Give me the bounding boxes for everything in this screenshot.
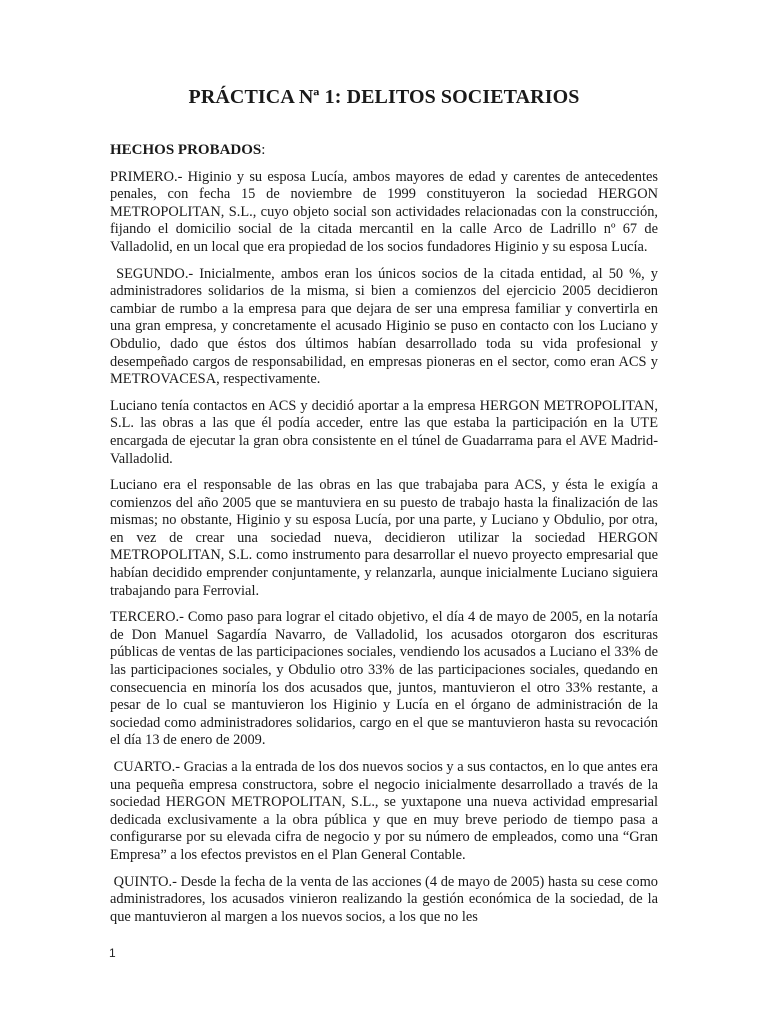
paragraph-quinto: QUINTO.- Desde la fecha de la venta de las acciones (4 de mayo de 2005) hasta su cese como administradores, los acusados vinieron realizando la gestión económica de la sociedad, de la que mantuvieron al margen a los nuevos socios, a los que no les [110,873,662,925]
section-heading [110,142,658,160]
page-number: 1 [109,946,116,960]
paragraph-cuarto: CUARTO.- Gracias a la entrada de los dos nuevos socios y a sus contactos, en lo que antes era una pequeña empresa constructora, sobre el negocio inicialmente desarrollado a través de la sociedad HERGON METROPOLITAN, S.L., se yuxtapone una nueva actividad empresarial dedicada exclusivamente a la obra pública y que en muy breve periodo de tiempo pasa a configurarse por su elevada cifra de negocio y por su número de empleados, como una “Gran Empresa” a los efectos previstos en el Plan General Contable. [110,759,662,863]
paragraph-luciano-acs: Luciano tenía contactos en ACS y decidió aportar a la empresa HERGON METROPOLITAN, S.L. las obras a las que él podía acceder, entre las que estaba la participación en la UTE encargada de ejecutar la gran obra consistente en el túnel de Guadarrama para el AVE Madrid-Valladolid. [110,397,658,467]
paragraph-primero: PRIMERO.- Higinio y su esposa Lucía, ambos mayores de edad y carentes de antecedentes penales, con fecha 15 de noviembre de 1999 constituyeron la sociedad HERGON METROPOLITAN, S.L., cuyo objeto social son actividades relacionadas con la construcción, fijando el domicilio social de la citada mercantil en la calle Arco de Ladrillo nº 67 de Valladolid, en un local que era propiedad de los socios fundadores Higinio y su esposa Lucía. [110,168,658,255]
paragraph-tercero: TERCERO.- Como paso para lograr el citado objetivo, el día 4 de mayo de 2005, en la notaría de Don Manuel Sagardía Navarro, de Valladolid, los acusados otorgaron dos escrituras públicas de ventas de las participaciones sociales, vendiendo los acusados a Luciano el 33% de las participaciones sociales, y Obdulio otro 33% de las participaciones sociales, quedando en consecuencia en minoría los dos acusados que, juntos, mantuvieron el otro 33% restante, a pesar de lo cual se mantuvieron los Higinio y Lucía en el órgano de administración de la sociedad como administradores solidarios, cargo en el que se mantuvieron hasta su revocación el día 13 de enero de 2009. [110,609,658,749]
document-body [110,142,662,935]
paragraph-luciano-responsable: Luciano era el responsable de las obras en las que trabajaba para ACS, y ésta le exigía a comienzos del año 2005 que se mantuviera en su puesto de trabajo hasta la finalización de las mismas; no obstante, Higinio y su esposa Lucía, por una parte, y Luciano y Obdulio, por otra, en vez de crear una sociedad nueva, decidieron utilizar la sociedad HERGON METROPOLITAN, S.L. como instrumento para desarrollar el nuevo proyecto empresarial que habían decidido emprender conjuntamente, y relanzarla, aunque inicialmente Luciano siguiera trabajando para Ferrovial. [110,477,658,599]
section-heading-text: HECHOS PROBADOS [110,142,262,158]
section-heading-colon: : [261,142,266,158]
paragraph-segundo: SEGUNDO.- Inicialmente, ambos eran los únicos socios de la citada entidad, al 50 %, y administradores solidarios de la misma, si bien a comienzos del ejercicio 2005 decidieron cambiar de rumbo a la empresa para que dejara de ser una empresa familiar y convertirla en una gran empresa, y concretamente el acusado Higinio se puso en contacto con los Luciano y Obdulio, dado que éstos dos últimos habían desarrollado toda su vida profesional y desempeñado cargos de responsabilidad, en empresas pioneras en el sector, como eran ACS y METROVACESA, respectivamente. [110,265,662,388]
document-title: PRÁCTICA Nª 1: DELITOS SOCIETARIOS [188,86,580,108]
